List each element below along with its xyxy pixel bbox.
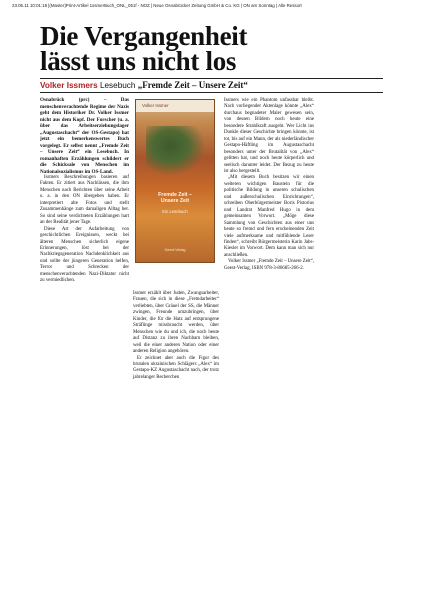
print-meta-line: 23.05.11 10:01:18 |(Master)Print-Artikel 1ssmerBuch_ONL_051f - NOZ | Neue Osnabrücker Zeitung GmbH & Co. KG | ON am Sonntag | Alle Ressort <box>12 3 302 8</box>
article-column-1 <box>40 97 129 285</box>
book-cover-image <box>135 99 215 263</box>
byline-book-title: „Fremde Zeit – Unsere Zeit“ <box>137 80 248 90</box>
byline-kind: Lesebuch <box>99 81 136 90</box>
byline-rule <box>40 92 383 93</box>
article-column-3 <box>224 98 314 272</box>
body-paragraph: Er zeichnet aber auch die Figur des brutalen ukrainischen Schlägers „Alex“ im Gestapo-KZ Augustaschacht nach, der trotz jahrelanger Recherchen <box>133 355 219 380</box>
headline-line-1: Die Vergangenheit <box>40 21 248 51</box>
book-cover-title-line-1: Fremde Zeit – <box>158 192 192 198</box>
book-cover-artwork <box>146 126 206 176</box>
book-cover-author: Volker Issmer <box>142 103 169 108</box>
body-paragraph: Issmers wie ein Phantom unfassbar bleibt. Nach vorliegender Aktenlage könnte „Alex“ durchaus begnadeter Maler gewesen sein, von dessen Bildern noch heute eine besondere Strahlkraft ausgeht. Wer Licht ins Dunkle dieser Geschichte bringen könnte, ist tot, bis auf ein Mann, der als niederländischer Gestapo-Häftling im Augustaschacht besonders unter der Brutalität von „Alex“ gelitten hat, und noch heute körperlich und seelisch darunter leidet. Der Bezug zu heute ist also hergestellt. <box>224 98 314 174</box>
byline <box>40 80 383 90</box>
book-cover-subtitle: Ein Lesebuch <box>162 209 188 214</box>
lead-paragraph: Osnabrück (prc) – Das menschenverachtende Regime der Nazis geht dem Historiker Dr. Volker Issmer nicht aus dem Kopf. Der Forscher (u. a. über das Arbeitserziehungslager „Augustaschacht“ der OS-Gestapo) hat jetzt ein bemerkenswertes Buch vorgelegt. Er selbst nennt „Fremde Zeit – Unsere Zeit“ ein Lesebuch. In romanhaften Erzählungen schildert er die Schicksale von Menschen im Nationalsozialismus im OS-Land. <box>40 97 129 175</box>
body-paragraph: „Mit diesem Buch besitzen wir einen weiteren wichtigen Baustein für die politische Bildung in unseren schulischen und außerschulischen Einrichtungen“, schreiben Oberbürgermeister Boris Pistorius und Landrat Manfred Hugo in dem gemeinsamen Vorwort. „Möge diese Sammlung von Geschichten aus einer uns heute so fremd und fern erscheinenden Zeit viele aufmerksame und mitfühlende Leser finden“, schreibt Bürgermeisterin Karin Jabs-Kiesler im Vorwort. Dem kann man sich nur anschließen. <box>224 175 314 258</box>
body-paragraph: Volker Issmer „Fremde Zeit – Unsere Zeit“, Geest-Verlag, ISBN 978-3-86685-266-2. <box>224 259 314 271</box>
headline-rule <box>40 78 383 79</box>
body-paragraph: Issmers Beschreibungen basieren auf Fakten. Er zitiert aus Nachlässen, die ihm Menschen nach Berichten über seine Arbeit u. a. in den ON übergeben haben. Er interpretiert alte Fotos und stellt Zusammenhänge zum damaligen Alltag her. So sind seine verdichteten Erzählungen hart an der Realität jener Tage. <box>40 175 129 226</box>
book-cover-title-line-2: Unsere Zeit <box>160 198 190 205</box>
body-paragraph: Diese Art der Aufarbeitung von geschichtlichen Ereignissen, weckt bei älteren Menschen sicherlich eigene Erinnerungen, löst bei der Nachkriegsgeneration Nachdenklichkeit aus und sollte der jüngeren Generation helfen, Terror und Schrecken der menschenverachtenden Nazi-Diktatur nicht zu vermiedlichen. <box>40 226 129 284</box>
article-headline <box>40 21 380 76</box>
article-column-2 <box>133 291 219 381</box>
byline-author: Volker Issmers <box>40 81 98 90</box>
book-cover-publisher: Geest-Verlag <box>164 248 186 252</box>
book-cover-title <box>136 192 214 205</box>
body-paragraph: Issmer erzählt über Juden, Zwangsarbeiter, Frauen, die sich in diese „Fremdarbeiter“ verliebten, über Gräuel der SS, die Männer zwingen, Freunde umzubringen, über Kinder, die für die Hatz auf entsprungene Sträflinge missbraucht werden, über Menschen wie du und ich, die noch heute auf Distanz zu ihren Nachbarn bleiben, weil die einer anderen Nation oder einer anderen Religion angehören. <box>133 291 219 355</box>
headline-line-2: lässt uns nicht los <box>40 46 237 76</box>
